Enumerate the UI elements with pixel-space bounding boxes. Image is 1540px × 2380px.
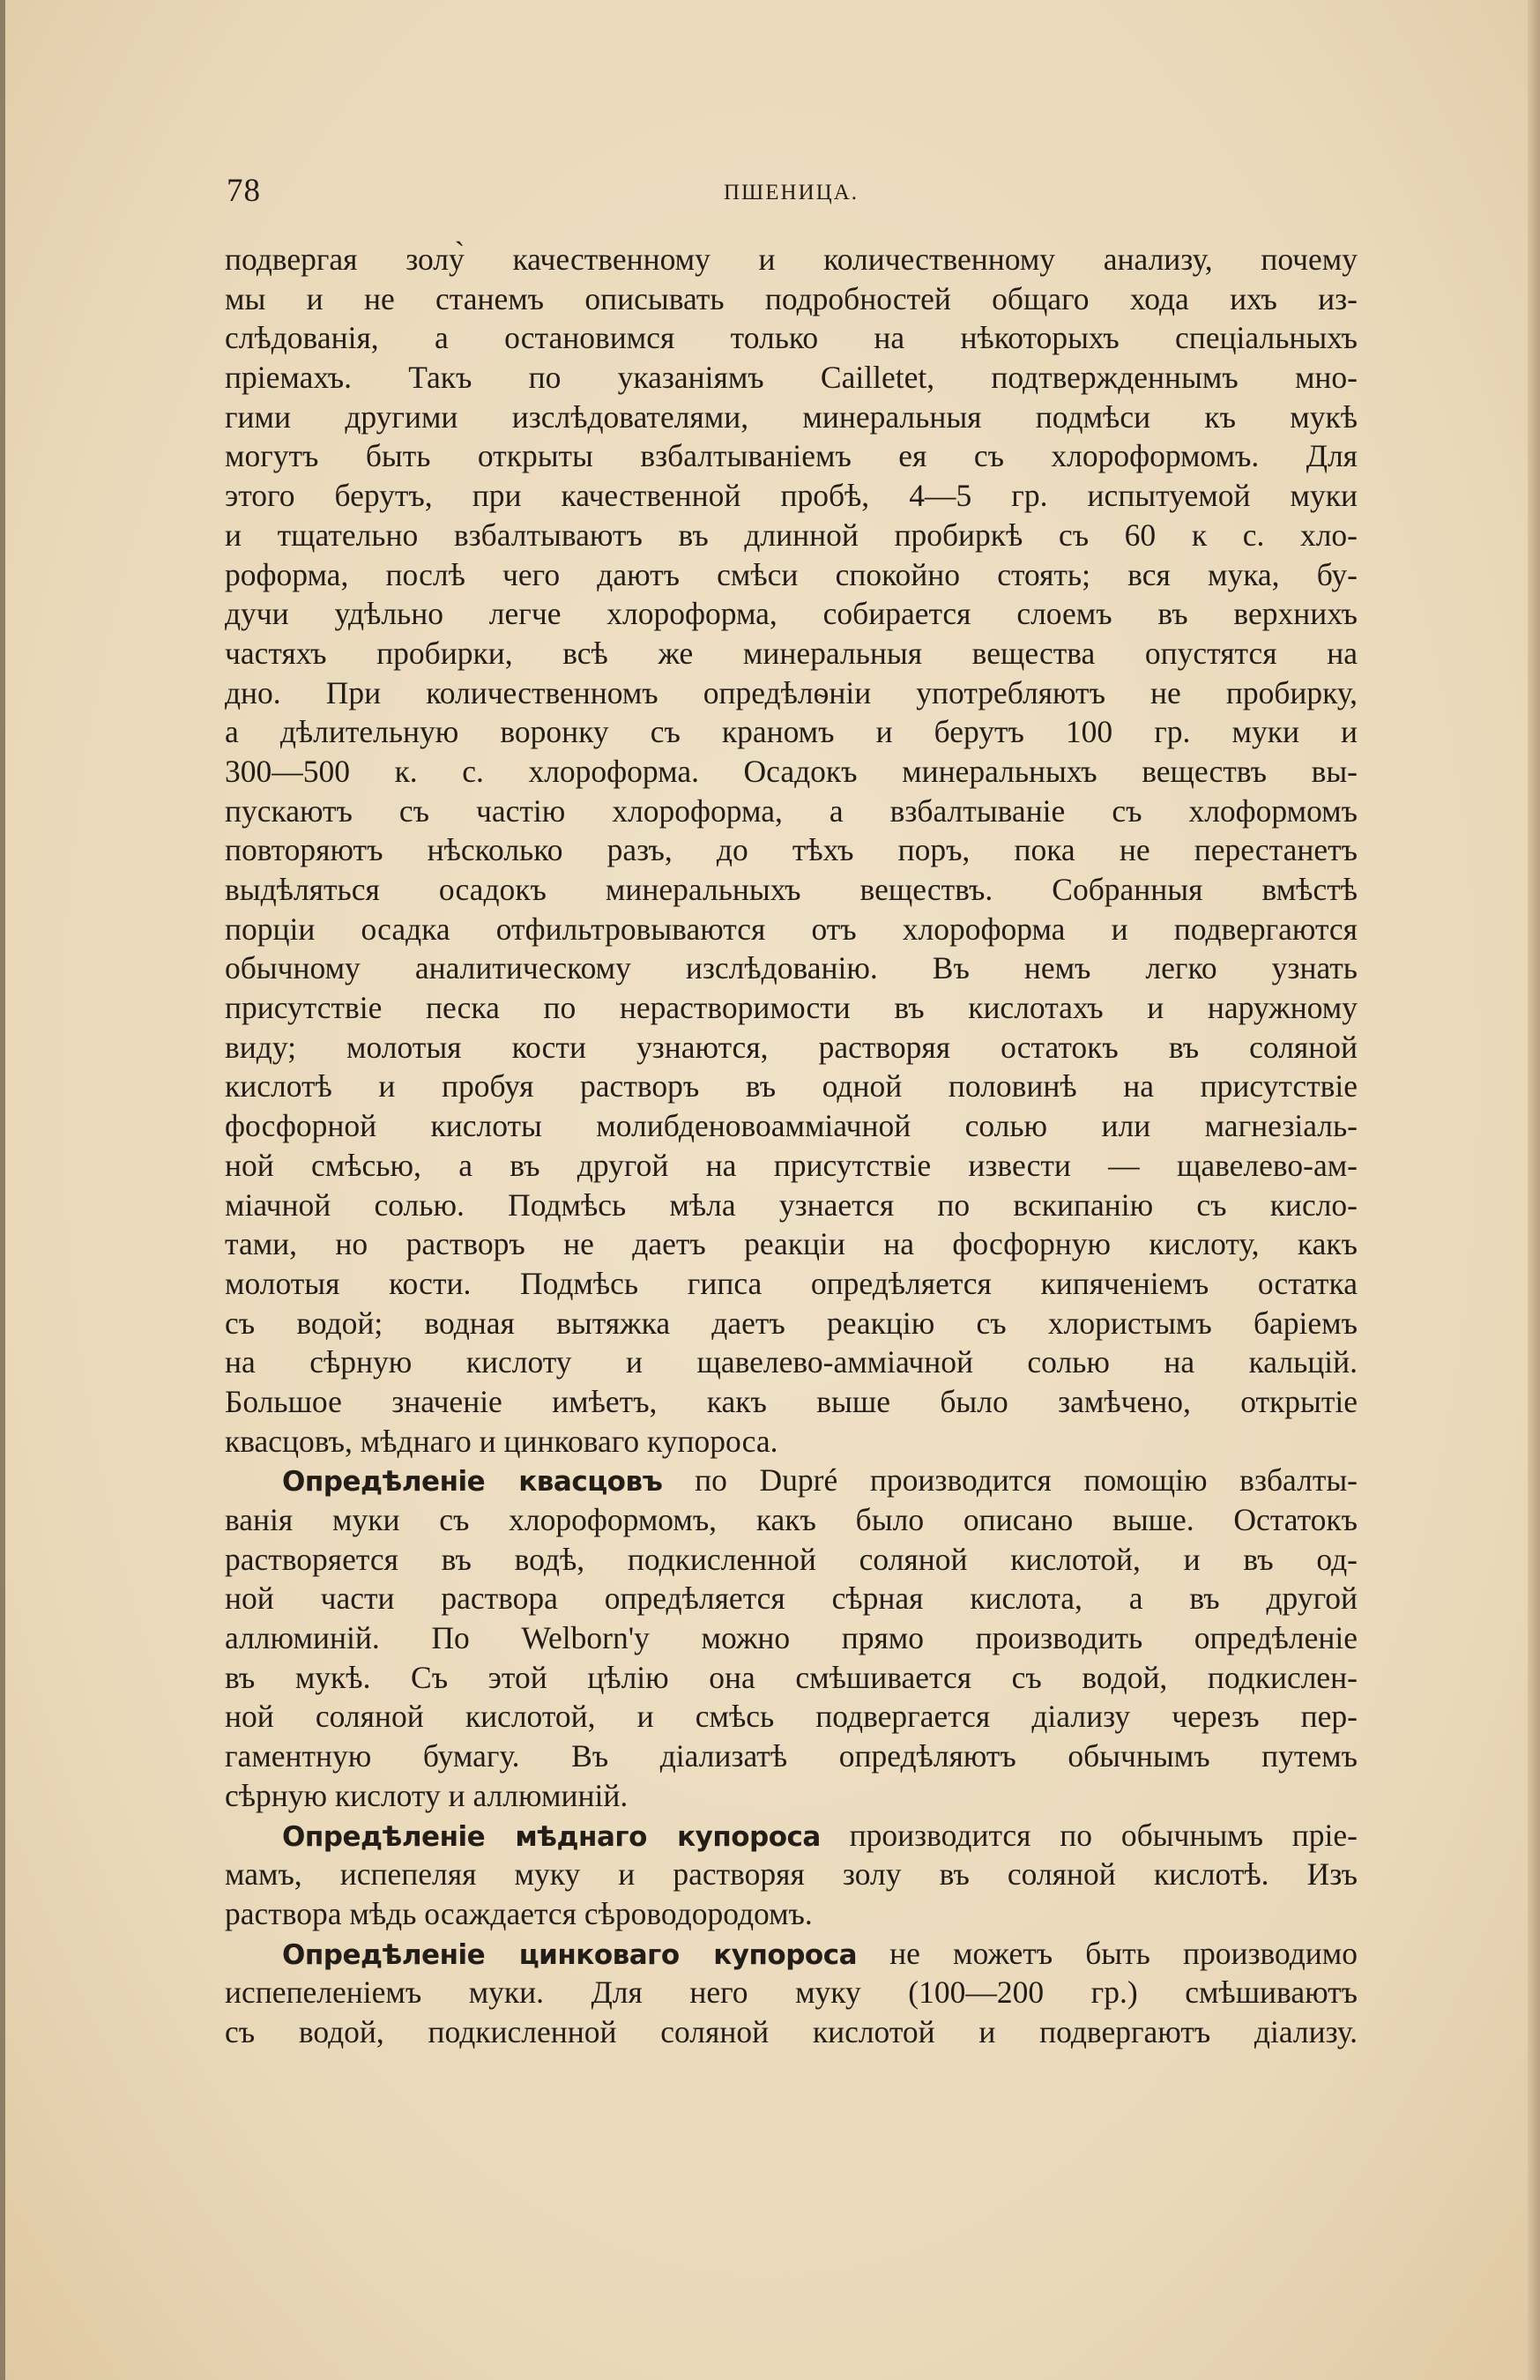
section-heading: Опредѣленіе мѣднаго купороса xyxy=(282,1820,821,1853)
text-line: кислотѣ и пробуя растворъ въ одной половинѣ на присутствіе xyxy=(225,1068,1358,1104)
text-line: повторяютъ нѣсколько разъ, до тѣхъ поръ, пока не перестанетъ xyxy=(225,832,1358,868)
text-line: мамъ, испепеляя муку и растворяя золу въ соляной кислотѣ. Изъ xyxy=(225,1856,1358,1893)
text-line: мы и не станемъ описывать подробностей общаго хода ихъ из- xyxy=(225,280,1358,316)
text-line: выдѣляться осадокъ минеральныхъ веществъ. Собранныя вмѣстѣ xyxy=(225,872,1358,907)
running-head: ПШЕНИЦА. xyxy=(723,181,859,205)
text-line: на сѣрную кислоту и щавелево-амміачной солью на кальцій. xyxy=(225,1344,1358,1380)
page-body xyxy=(225,240,1358,2052)
heading-continuation: производится по обычнымъ пріе- xyxy=(849,1817,1358,1853)
text-line: квасцовъ, мѣднаго и цинковаго купороса. xyxy=(225,1423,778,1459)
text-line: тами, но растворъ не даетъ реакціи на фосфорную кислоту, какъ xyxy=(225,1226,1358,1262)
text-line: этого берутъ, при качественной пробѣ, 4—5 гр. испытуемой муки xyxy=(225,478,1358,514)
text-line: аллюминій. По Welborn'у можно прямо производить опредѣленіе xyxy=(225,1620,1358,1656)
text-line: слѣдованія, а остановимся только на нѣкоторыхъ спеціальныхъ xyxy=(225,320,1358,356)
text-line: 300—500 к. с. хлороформа. Осадокъ минеральныхъ веществъ вы- xyxy=(225,753,1358,789)
text-line: виду; молотыя кости узнаются, растворяя остатокъ въ соляной xyxy=(225,1029,1358,1065)
text-line xyxy=(225,1461,1358,1500)
text-line: съ водой, подкисленной соляной кислотой и подвергаютъ діализу. xyxy=(225,2013,1358,2049)
page-right-edge xyxy=(1528,0,1540,2380)
text-line: могутъ быть открыты взбалтываніемъ ея съ хлороформомъ. Для xyxy=(225,438,1358,474)
text-line: обычному аналитическому изслѣдованію. Въ немъ легко узнать xyxy=(225,950,1358,986)
text-line: ванія муки съ хлороформомъ, какъ было описано выше. Остатокъ xyxy=(225,1502,1358,1537)
paragraph-2 xyxy=(225,1461,1358,1815)
text-line: молотыя кости. Подмѣсь гипса опредѣляется кипяченіемъ остатка xyxy=(225,1265,1358,1301)
text-line: порціи осадка отфильтровываются отъ хлороформа и подвергаются xyxy=(225,911,1358,947)
text-line: ной смѣсью, а въ другой на присутствіе извести — щавелево-ам- xyxy=(225,1147,1358,1183)
paragraph-4 xyxy=(225,1934,1358,2052)
text-line: міачной солью. Подмѣсь мѣла узнается по вскипанію съ кисло- xyxy=(225,1186,1358,1223)
heading-continuation: по Dupré производится помощію взбалты- xyxy=(695,1462,1358,1499)
text-line: съ водой; водная вытяжка даетъ реакцію съ хлористымъ баріемъ xyxy=(225,1305,1358,1341)
heading-continuation: не можетъ быть производимо xyxy=(889,1935,1358,1971)
text-line: фосфорной кислоты молибденовоамміачной солью или магнезіаль- xyxy=(225,1108,1358,1144)
text-line: пускаютъ съ частію хлороформа, а взбалтываніе съ хлоформомъ xyxy=(225,792,1358,829)
text-line: раствора мѣдь осаждается сѣроводородомъ. xyxy=(225,1895,813,1931)
page-header xyxy=(225,172,1358,216)
text-line: ной соляной кислотой, и смѣсь подвергается діализу черезъ пер- xyxy=(225,1699,1358,1735)
text-line: ной части раствора опредѣляется сѣрная кислота, а въ другой xyxy=(225,1580,1358,1617)
text-line: испепеленіемъ муки. Для него муку (100—200 гр.) смѣшиваютъ xyxy=(225,1975,1358,2011)
paragraph-1 xyxy=(225,240,1358,1461)
text-line: сѣрную кислоту и аллюминій. xyxy=(225,1777,629,1813)
text-line: подвергая золу̀ качественному и количественному анализу, почему xyxy=(225,242,1358,277)
text-line: роформа, послѣ чего даютъ смѣси спокойно стоять; вся мука, бу- xyxy=(225,556,1358,592)
section-heading: Опредѣленіе квасцовъ xyxy=(282,1466,663,1499)
text-line: а дѣлительную воронку съ краномъ и берутъ 100 гр. муки и xyxy=(225,714,1358,750)
text-line: частяхъ пробирки, всѣ же минеральныя вещества опустятся на xyxy=(225,635,1358,671)
text-line xyxy=(225,1816,1358,1856)
text-line: гими другими изслѣдователями, минеральныя подмѣси къ мукѣ xyxy=(225,398,1358,435)
text-line: въ мукѣ. Съ этой цѣлію она смѣшивается съ водой, подкислен- xyxy=(225,1659,1358,1695)
text-line: и тщательно взбалтываютъ въ длинной пробиркѣ съ 60 к с. хло- xyxy=(225,517,1358,553)
text-line: пріемахъ. Такъ по указаніямъ Cailletet, подтвержденнымъ мно- xyxy=(225,360,1358,396)
page-number: 78 xyxy=(227,173,261,209)
paragraph-3 xyxy=(225,1816,1358,1934)
text-line: Большое значеніе имѣетъ, какъ выше было замѣчено, открытіе xyxy=(225,1383,1358,1419)
text-line: дучи удѣльно легче хлороформа, собирается слоемъ въ верхнихъ xyxy=(225,596,1358,632)
text-line: растворяется въ водѣ, подкисленной соляной кислотой, и въ од- xyxy=(225,1541,1358,1577)
text-line: дно. При количественномъ опредѣлѳніи употребляютъ не пробирку, xyxy=(225,674,1358,710)
text-line xyxy=(225,1934,1358,1974)
page-left-edge xyxy=(0,0,5,2380)
section-heading: Опредѣленіе цинковаго купороса xyxy=(282,1938,857,1971)
text-line: гаментную бумагу. Въ діализатѣ опредѣляютъ обычнымъ путемъ xyxy=(225,1738,1358,1774)
text-line: присутствіе песка по нерастворимости въ кислотахъ и наружному xyxy=(225,990,1358,1026)
